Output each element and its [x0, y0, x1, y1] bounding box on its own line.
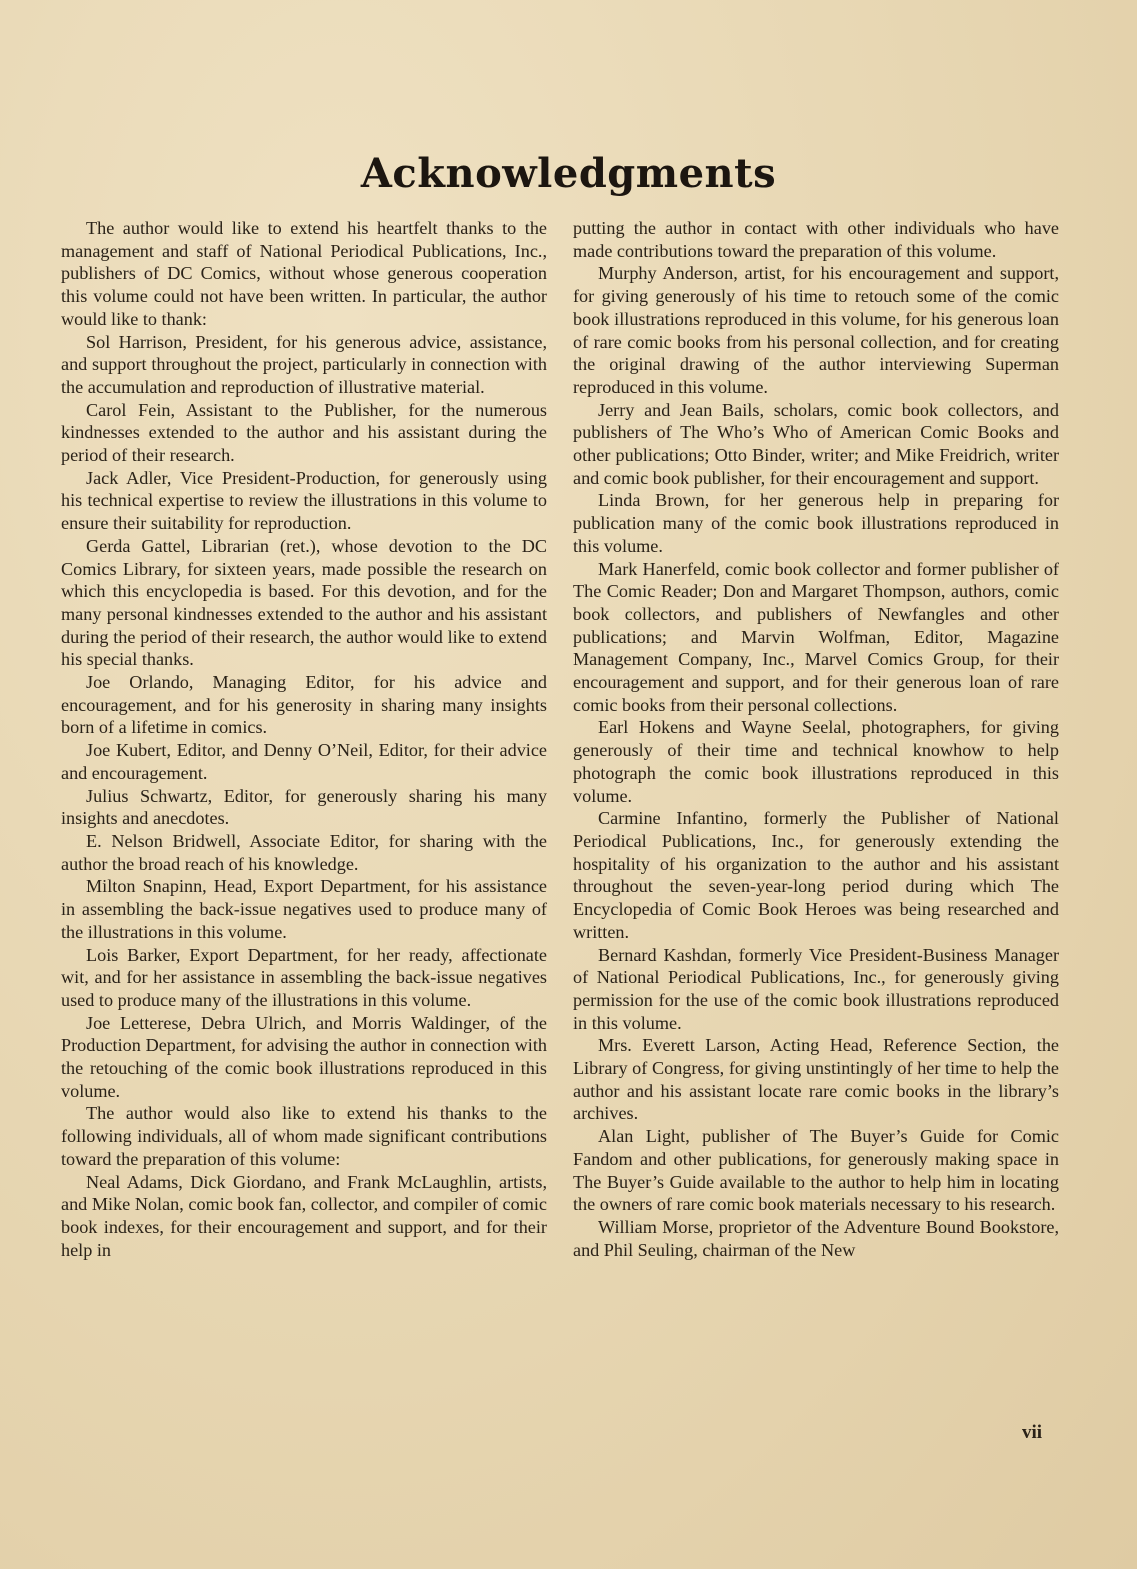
right-column — [573, 217, 1059, 1261]
paragraph: Neal Adams, Dick Giordano, and Frank McLaughlin, artists, and Mike Nolan, comic book fan, collector, and compiler of comic book indexes, for their encouragement and support, and for their help in — [61, 1171, 547, 1260]
paragraph-continuation: putting the author in contact with other individuals who have made contributions toward the preparation of this volume. — [573, 218, 1059, 261]
paragraph: Julius Schwartz, Editor, for generously sharing his many insights and anecdotes. — [61, 785, 547, 829]
paragraph: Jack Adler, Vice President-Production, for generously using his technical expertise to review the illustrations in this volume to ensure their suitability for reproduction. — [61, 467, 547, 534]
paragraph: Linda Brown, for her generous help in preparing for publication many of the comic book illustrations reproduced in this volume. — [573, 490, 1059, 556]
paragraph: Bernard Kashdan, formerly Vice President-Business Manager of National Periodical Publications, Inc., for generously giving permission for the use of the comic book illustrations reproduced in this volume. — [573, 944, 1059, 1033]
page-title: Acknowledgments — [360, 150, 777, 197]
paragraph: Milton Snapinn, Head, Export Department, for his assistance in assembling the back-issue negatives used to produce many of the illustrations in this volume. — [61, 876, 547, 942]
paragraph: Joe Orlando, Managing Editor, for his advice and encouragement, and for his generosity in sharing many insights born of a lifetime in comics. — [61, 672, 547, 738]
paragraph: The author would also like to extend his thanks to the following individuals, all of whom made significant contributions toward the preparation of this volume: — [61, 1103, 547, 1169]
paragraph: William Morse, proprietor of the Adventure Bound Bookstore, and Phil Seuling, chairman of the New — [573, 1216, 1059, 1260]
paragraph: The author would like to extend his heartfelt thanks to the management and staff of National Periodical Publications, Inc., publishers of DC Comics, without whose generous cooperation this volume could not have been written. In particular, the author would like to thank: — [61, 218, 547, 329]
paragraph: Jerry and Jean Bails, scholars, comic book collectors, and publishers of The Who’s Who of American Comic Books and other publications; Otto Binder, writer; and Mike Freidrich, writer and comic book publisher, for their encouragement and support. — [573, 399, 1059, 488]
paragraph: Earl Hokens and Wayne Seelal, photographers, for giving generously of their time and technical knowhow to help photograph the comic book illustrations reproduced in this volume. — [573, 717, 1059, 806]
paragraph: Murphy Anderson, artist, for his encouragement and support, for giving generously of his time to retouch some of the comic book illustrations reproduced in this volume, for his generous loan of rare comic books from his personal collection, and for creating the original drawing of the author interviewing Superman reproduced in this volume. — [573, 263, 1059, 397]
paragraph: Mark Hanerfeld, comic book collector and former publisher of The Comic Reader; Don and Margaret Thompson, authors, comic book collectors, and publishers of Newfangles and other publications; and Marvin Wolfman, Editor, Magazine Management Company, Inc., Marvel Comics Group, for their encouragement and support, and for their generous loan of rare comic books from their personal collections. — [573, 558, 1059, 715]
left-column — [61, 217, 547, 1261]
paragraph: Alan Light, publisher of The Buyer’s Guide for Comic Fandom and other publications, for generously making space in The Buyer’s Guide available to the author to help him in locating the owners of rare comic book materials necessary to his research. — [573, 1126, 1059, 1215]
page-number: vii — [1022, 1422, 1043, 1443]
paragraph: Lois Barker, Export Department, for her ready, affectionate wit, and for her assistance in assembling the back-issue negatives used to produce many of the illustrations in this volume. — [61, 944, 547, 1010]
paragraph: Sol Harrison, President, for his generous advice, assistance, and support throughout the project, particularly in connection with the accumulation and reproduction of illustrative material. — [61, 331, 547, 397]
paragraph: Mrs. Everett Larson, Acting Head, Reference Section, the Library of Congress, for giving unstintingly of her time to help the author and his assistant locate rare comic books in the library’s archives. — [573, 1035, 1059, 1124]
paragraph: E. Nelson Bridwell, Associate Editor, for sharing with the author the broad reach of his knowledge. — [61, 830, 547, 874]
paragraph: Joe Kubert, Editor, and Denny O’Neil, Editor, for their advice and encouragement. — [61, 740, 547, 783]
paragraph: Joe Letterese, Debra Ulrich, and Morris Waldinger, of the Production Department, for advising the author in connection with the retouching of the comic book illustrations reproduced in this volume. — [61, 1012, 547, 1101]
paragraph: Carmine Infantino, formerly the Publisher of National Periodical Publications, Inc., for generously extending the hospitality of his organization to the author and his assistant throughout the seven-year-long period during which The Encyclopedia of Comic Book Heroes was being researched and written. — [573, 808, 1059, 942]
paragraph: Carol Fein, Assistant to the Publisher, for the numerous kindnesses extended to the author and his assistant during the period of their research. — [61, 399, 547, 466]
paragraph: Gerda Gattel, Librarian (ret.), whose devotion to the DC Comics Library, for sixteen years, made possible the research on which this encyclopedia is based. For this devotion, and for the many personal kindnesses extended to the author and his assistant during the period of their research, the author would like to extend his special thanks. — [61, 535, 547, 670]
